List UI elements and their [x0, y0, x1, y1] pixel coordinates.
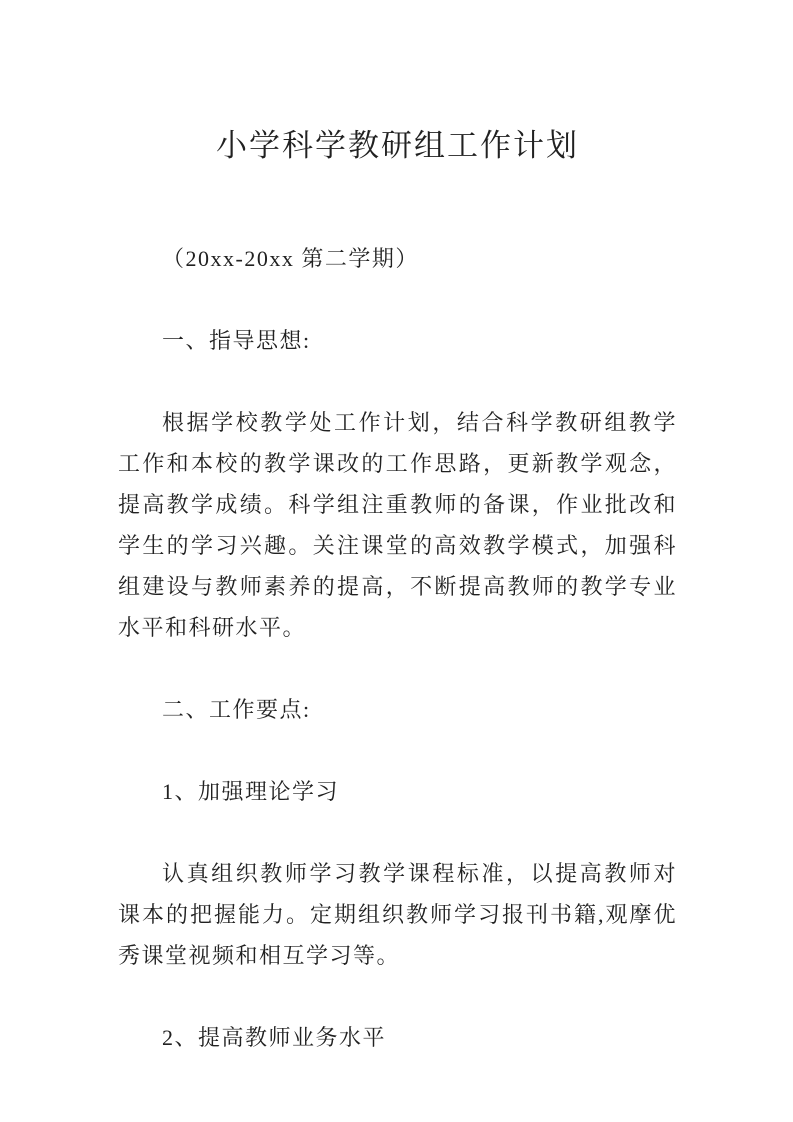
subheading-strengthen-theory-study: 1、加强理论学习: [162, 779, 340, 804]
subheading-improve-teacher-professional-level: 2、提高教师业务水平: [162, 1025, 387, 1050]
paragraph-guiding-ideology: 根据学校教学处工作计划，结合科学教研组教学工作和本校的教学课改的工作思路，更新教学观念，提高教学成绩。科学组注重教师的备课，作业批改和学生的学习兴趣。关注课堂的高效教学模式，加强科组建设与教师素养的提高，不断提高教师的教学专业水平和科研水平。: [118, 410, 677, 640]
document-subtitle: （20xx-20xx 第二学期）: [162, 246, 419, 271]
document-title: 小学科学教研组工作计划: [216, 128, 579, 163]
section-heading-guiding-ideology: 一、指导思想:: [162, 328, 311, 353]
paragraph-strengthen-theory-study: 认真组织教师学习教学课程标准，以提高教师对课本的把握能力。定期组织教师学习报刊书籍,观摩优秀课堂视频和相互学习等。: [118, 861, 677, 968]
section-heading-work-points: 二、工作要点:: [162, 697, 311, 722]
